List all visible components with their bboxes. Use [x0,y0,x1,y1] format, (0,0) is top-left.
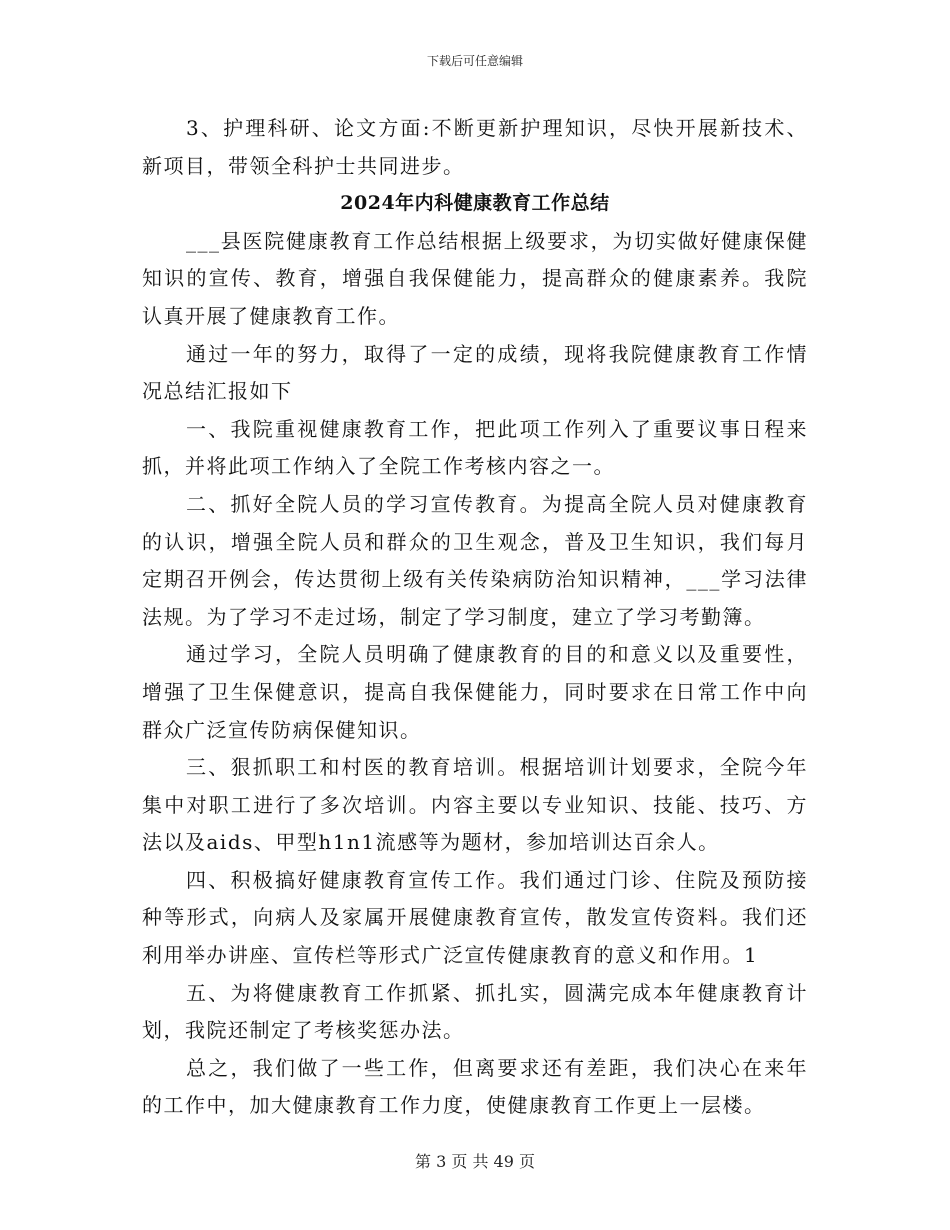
body-paragraph: 二、抓好全院人员的学习宣传教育。为提高全院人员对健康教育的认识，增强全院人员和群众的卫生观念，普及卫生知识，我们每月定期召开例会，传达贯彻上级有关传染病防治知识精神，___学习法律法规。为了学习不走过场，制定了学习制度，建立了学习考勤簿。 [142,491,808,629]
body-paragraph: 通过一年的努力，取得了一定的成绩，现将我院健康教育工作情况总结汇报如下 [142,341,808,404]
body-paragraph: 三、狠抓职工和村医的教育培训。根据培训计划要求，全院今年集中对职工进行了多次培训。内容主要以专业知识、技能、技巧、方法以及aids、甲型h1n1流感等为题材，参加培训达百余人。 [142,755,808,855]
page-number-footer: 第 3 页 共 49 页 [415,1152,535,1171]
body-paragraph: ___县医院健康教育工作总结根据上级要求，为切实做好健康保健知识的宣传、教育，增强自我保健能力，提高群众的健康素养。我院认真开展了健康教育工作。 [142,228,808,328]
body-paragraph: 一、我院重视健康教育工作，把此项工作列入了重要议事日程来抓，并将此项工作纳入了全院工作考核内容之一。 [142,416,808,479]
body-paragraph: 通过学习，全院人员明确了健康教育的目的和意义以及重要性，增强了卫生保健意识，提高自我保健能力，同时要求在日常工作中向群众广泛宣传防病保健知识。 [142,642,808,742]
page-header-note: 下载后可任意编辑 [426,54,523,68]
document-title: 2024年内科健康教育工作总结 [340,192,610,215]
document-body [142,110,808,1125]
body-paragraph: 四、积极搞好健康教育宣传工作。我们通过门诊、住院及预防接种等形式，向病人及家属开展健康教育宣传，散发宣传资料。我们还利用举办讲座、宣传栏等形式广泛宣传健康教育的意义和作用。1 [142,867,808,968]
body-paragraph: 五、为将健康教育工作抓紧、抓扎实，圆满完成本年健康教育计划，我院还制定了考核奖惩办法。 [142,980,808,1043]
body-paragraph: 总之，我们做了一些工作，但离要求还有差距，我们决心在来年的工作中，加大健康教育工作力度，使健康教育工作更上一层楼。 [142,1055,808,1118]
intro-paragraph: 3、护理科研、论文方面:不断更新护理知识，尽快开展新技术、新项目，带领全科护士共同进步。 [142,116,808,178]
